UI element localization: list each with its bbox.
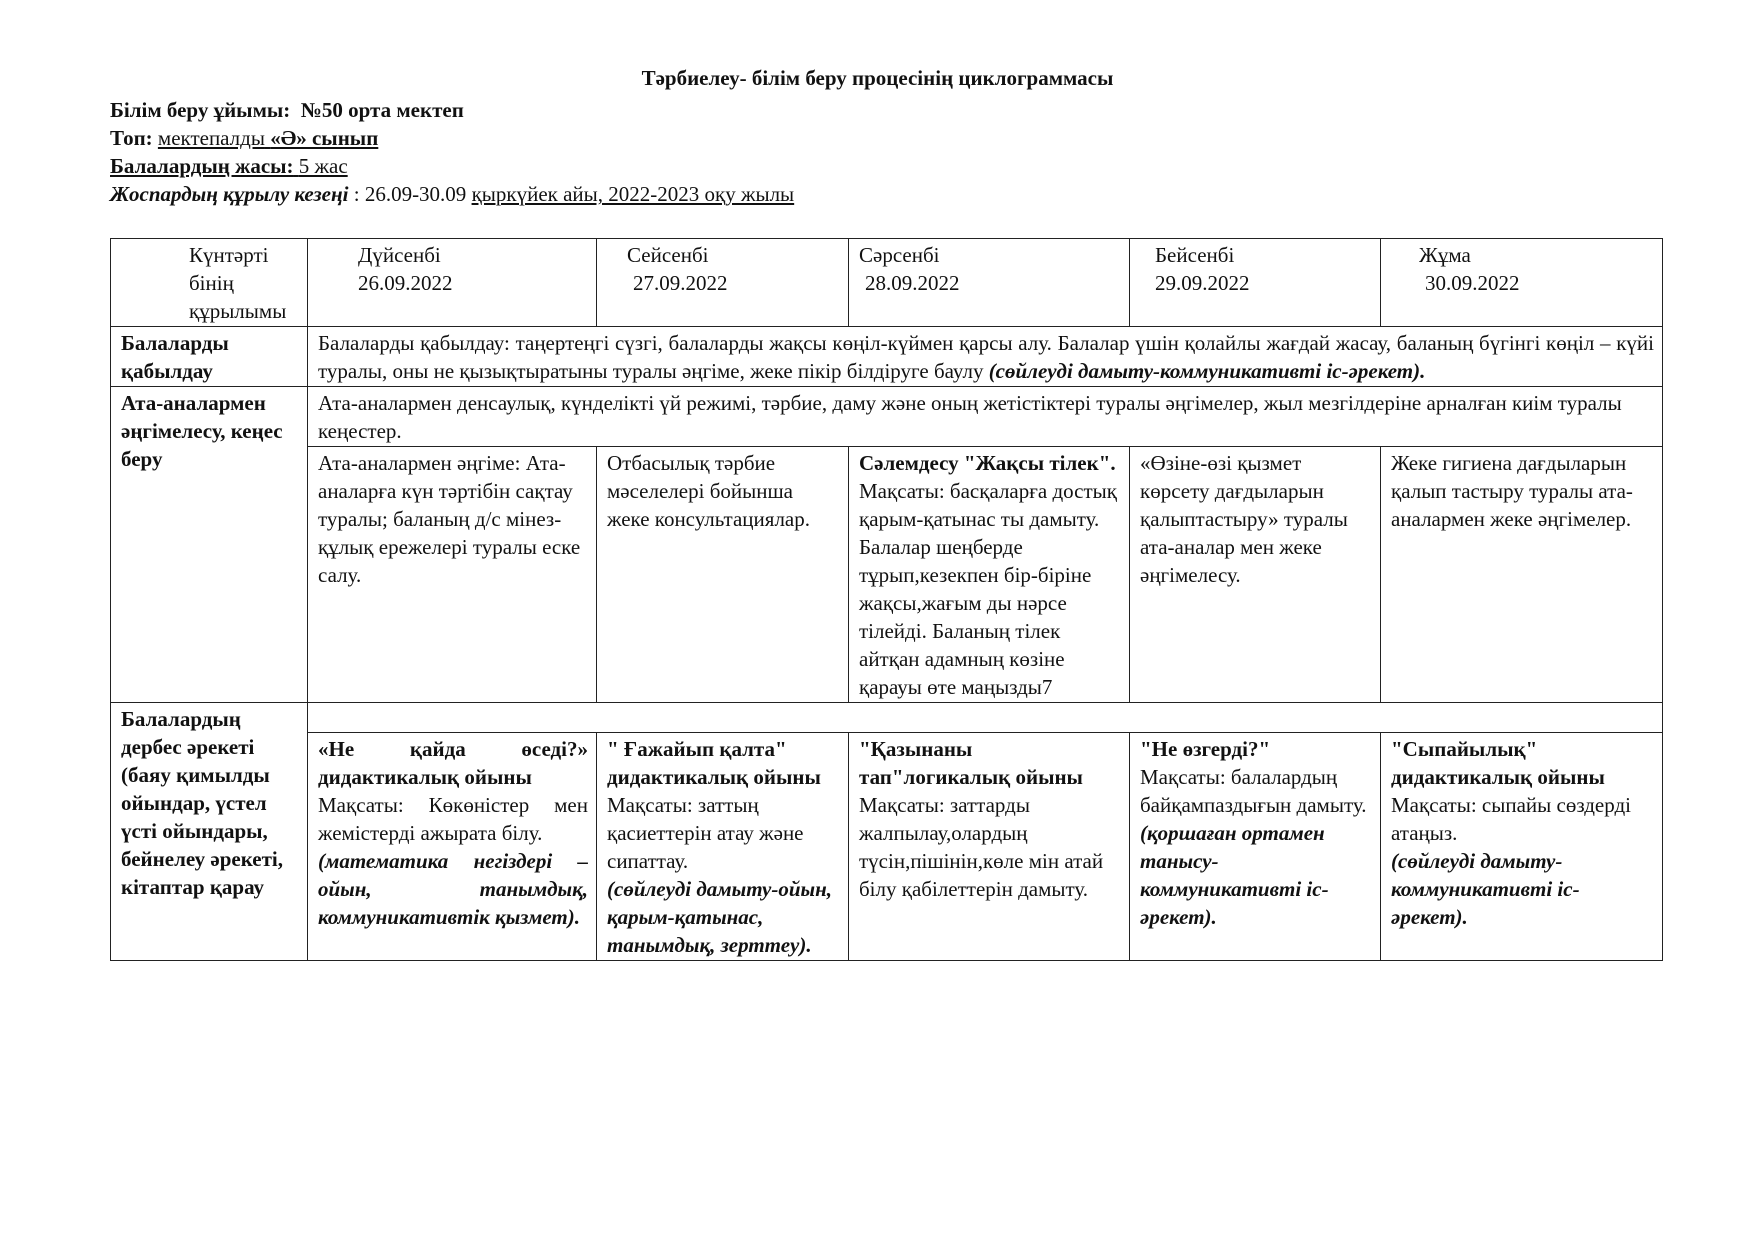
group-line	[110, 126, 378, 151]
corner-header	[111, 239, 308, 327]
document-title: Тәрбиелеу- білім беру процесінің циклограммасы	[641, 66, 1114, 90]
activity-label: Балалардың дербес әрекеті (баяу қимылды ойындар, үстел үсті ойындары, бейнелеу әрекеті, кітаптар қарау	[111, 703, 308, 961]
parents-label: Ата-аналармен әңгімелесу, кеңес беру	[111, 387, 308, 703]
cyclogram-table	[110, 238, 1663, 961]
day-header-friday	[1381, 239, 1663, 327]
day-date: 30.09.2022	[1425, 271, 1520, 295]
group-value	[158, 126, 378, 150]
header-row	[111, 239, 1663, 327]
activity-monday-title: «Не қайда өседі?» дидактикалық ойыны	[318, 737, 588, 789]
parents-wednesday-title: Сәлемдесу "Жақсы тілек".	[859, 451, 1116, 475]
activity-wednesday-title: "Қазынаны тап"логикалық ойыны	[859, 737, 1083, 789]
age-line	[110, 154, 348, 179]
org-label: Білім беру ұйымы:	[110, 98, 291, 122]
day-date: 29.09.2022	[1155, 271, 1250, 295]
activity-wednesday	[849, 733, 1130, 961]
activity-monday-emphasis: (математика негіздері – ойын, танымдық, коммуникативтік қызмет).	[318, 849, 588, 929]
activity-thursday-emphasis: (қоршаған ортамен танысу-коммуникативті іс-әрекет).	[1140, 821, 1329, 929]
period-line	[110, 182, 794, 207]
org-line	[110, 98, 464, 123]
reception-text-cell	[308, 327, 1663, 387]
day-header-thursday	[1130, 239, 1381, 327]
day-date: 28.09.2022	[865, 271, 960, 295]
parents-general: Ата-аналармен денсаулық, күнделікті үй режимі, тәрбие, даму және оның жетістіктері туралы әңгімелер, жыл мезгілдеріне арналған киім туралы кеңестер.	[308, 387, 1663, 447]
day-name: Дүйсенбі	[358, 243, 441, 267]
age-label: Балалардың жасы:	[110, 154, 294, 178]
activity-spacer-row	[111, 703, 1663, 733]
activity-thursday-title: "Не өзгерді?"	[1140, 737, 1271, 761]
period-dates: : 26.09-30.09	[353, 182, 467, 206]
reception-label: Балаларды қабылдау	[111, 327, 308, 387]
org-value: №50 орта мектеп	[300, 98, 464, 122]
day-date: 26.09.2022	[358, 271, 453, 295]
group-value-bold: «Ә» сынып	[270, 126, 379, 150]
day-name: Бейсенбі	[1155, 243, 1235, 267]
activity-spacer	[308, 703, 1663, 733]
activity-monday	[308, 733, 597, 961]
corner-line: Күнтәрті	[189, 243, 269, 267]
corner-line: құрылымы	[189, 299, 287, 323]
activity-wednesday-text: Мақсаты: заттарды жалпылау,олардың түсін,пішінін,көле мін атай білу қабілеттерін дамыту.	[859, 793, 1104, 901]
period-value: қыркүйек айы, 2022-2023 оқу жылы	[471, 182, 795, 206]
day-name: Сәрсенбі	[859, 243, 940, 267]
reception-row	[111, 327, 1663, 387]
activity-tuesday-emphasis: (сөйлеуді дамыту-ойын, қарым-қатынас, танымдық, зерттеу).	[607, 877, 833, 957]
activity-friday-text: Мақсаты: сыпайы сөздерді атаңыз.	[1391, 793, 1631, 845]
day-name: Сейсенбі	[627, 243, 709, 267]
activity-friday-emphasis: (сөйлеуді дамыту-коммуникативті іс-әрекет).	[1391, 849, 1580, 929]
activity-tuesday-text: Мақсаты: заттың қасиеттерін атау және сипаттау.	[607, 793, 804, 873]
day-header-monday	[308, 239, 597, 327]
day-header-tuesday	[597, 239, 849, 327]
activity-thursday	[1130, 733, 1381, 961]
parents-friday: Жеке гигиена дағдыларын қалып тастыру туралы ата-аналармен жеке әңгімелер.	[1381, 447, 1663, 703]
day-name: Жұма	[1419, 243, 1471, 267]
parents-days-row	[111, 447, 1663, 703]
reception-text: Балаларды қабылдау: таңертеңгі сүзгі, балаларды жақсы көңіл-күймен қарсы алу. Балалар үшін қолайлы жағдай жасау, баланың бүгінгі көңіл – күйі туралы, оны не қызықтыратыны туралы әңгіме, жеке пікір білдіруге баулу	[318, 331, 1654, 383]
parents-wednesday	[849, 447, 1130, 703]
corner-line: бінің	[189, 271, 234, 295]
group-label: Топ:	[110, 126, 153, 150]
activity-days-row	[111, 733, 1663, 961]
day-date: 27.09.2022	[633, 271, 728, 295]
reception-text-emphasis: (сөйлеуді дамыту-коммуникативті іс-әрекет).	[988, 359, 1426, 383]
parents-general-row	[111, 387, 1663, 447]
parents-wednesday-text: Мақсаты: басқаларға достық қарым-қатынас ты дамыту. Балалар шеңберде тұрып,кезекпен бір-біріне жақсы,жағым ды нәрсе тілейді. Баланың тілек айтқан адамның көзіне қарауы өте маңызды7	[859, 479, 1117, 699]
activity-thursday-text: Мақсаты: балалардың байқампаздығын дамыту.	[1140, 765, 1367, 817]
activity-friday	[1381, 733, 1663, 961]
group-value-plain: мектепалды	[157, 126, 265, 150]
day-header-wednesday	[849, 239, 1130, 327]
period-label: Жоспардың құрылу кезеңі	[110, 182, 349, 206]
parents-thursday: «Өзіне-өзі қызмет көрсету дағдыларын қалыптастыру» туралы ата-аналар мен жеке әңгімелесу.	[1130, 447, 1381, 703]
activity-monday-text: Мақсаты: Көкөністер мен жемістерді ажырата білу.	[318, 793, 588, 845]
age-value: 5 жас	[298, 154, 348, 178]
parents-monday: Ата-аналармен әңгіме: Ата-аналарға күн тәртібін сақтау туралы; баланың д/с мінез-құлық ережелері туралы еске салу.	[308, 447, 597, 703]
activity-tuesday-title: " Ғажайып қалта" дидактикалық ойыны	[607, 737, 821, 789]
parents-tuesday: Отбасылық тәрбие мәселелері бойынша жеке консультациялар.	[597, 447, 849, 703]
activity-tuesday	[597, 733, 849, 961]
activity-friday-title: "Сыпайылық" дидактикалық ойыны	[1391, 737, 1605, 789]
